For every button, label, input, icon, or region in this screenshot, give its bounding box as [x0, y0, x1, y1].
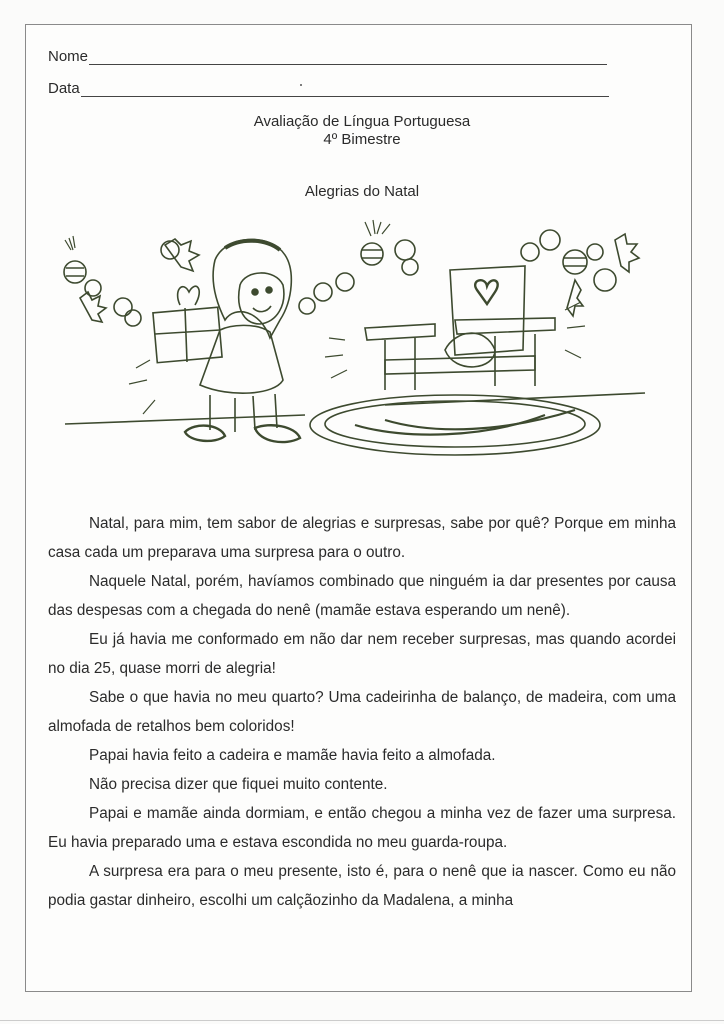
story-paragraph: Papai havia feito a cadeira e mamãe havia feito a almofada. — [89, 747, 496, 764]
name-label: Nome — [48, 48, 89, 65]
story-paragraph: Natal, para mim, tem sabor de alegrias e surpresas, sabe por quê? Porque em minha casa cada um preparava uma surpresa para o outro. — [48, 515, 676, 561]
rocking-chair-icon — [310, 266, 600, 455]
date-field[interactable] — [48, 80, 609, 97]
garland-left-icon — [64, 236, 199, 326]
garland-middle-icon — [299, 220, 418, 314]
exam-title: Avaliação de Língua Portuguesa — [253, 113, 471, 130]
story-paragraph: A surpresa era para o meu presente, isto é, para o nenê que ia nascer. Como eu não podia gastar dinheiro, escolhi um calçãozinho da Madalena, a minha — [48, 863, 676, 909]
story-text — [48, 509, 676, 915]
story-paragraph: Não precisa dizer que fiquei muito contente. — [89, 776, 388, 793]
stray-dot — [300, 84, 302, 86]
story-title: Alegrias do Natal — [304, 183, 420, 200]
story-paragraph: Sabe o que havia no meu quarto? Uma cadeirinha de balanço, de madeira, com uma almofada de retalhos bem coloridos! — [48, 689, 676, 735]
christmas-illustration — [55, 210, 665, 490]
date-line[interactable] — [81, 82, 609, 97]
name-line[interactable] — [89, 50, 607, 65]
date-label: Data — [48, 80, 80, 97]
floor-line — [65, 415, 305, 424]
story-paragraph: Papai e mamãe ainda dormiam, e então chegou a minha vez de fazer uma surpresa. Eu havia preparado uma e estava escondida no meu guarda-roupa. — [48, 805, 676, 851]
name-field[interactable] — [48, 48, 607, 65]
exam-subtitle: 4º Bimestre — [323, 131, 401, 148]
page-bottom-edge — [0, 1020, 724, 1021]
story-paragraph: Naquele Natal, porém, havíamos combinado que ninguém ia dar presentes por causa das despesas com a chegada do nenê (mamãe estava esperando um nenê). — [48, 573, 676, 619]
girl-icon — [129, 239, 300, 442]
story-paragraph: Eu já havia me conformado em não dar nem receber surpresas, mas quando acordei no dia 25, quase morri de alegria! — [48, 631, 676, 677]
